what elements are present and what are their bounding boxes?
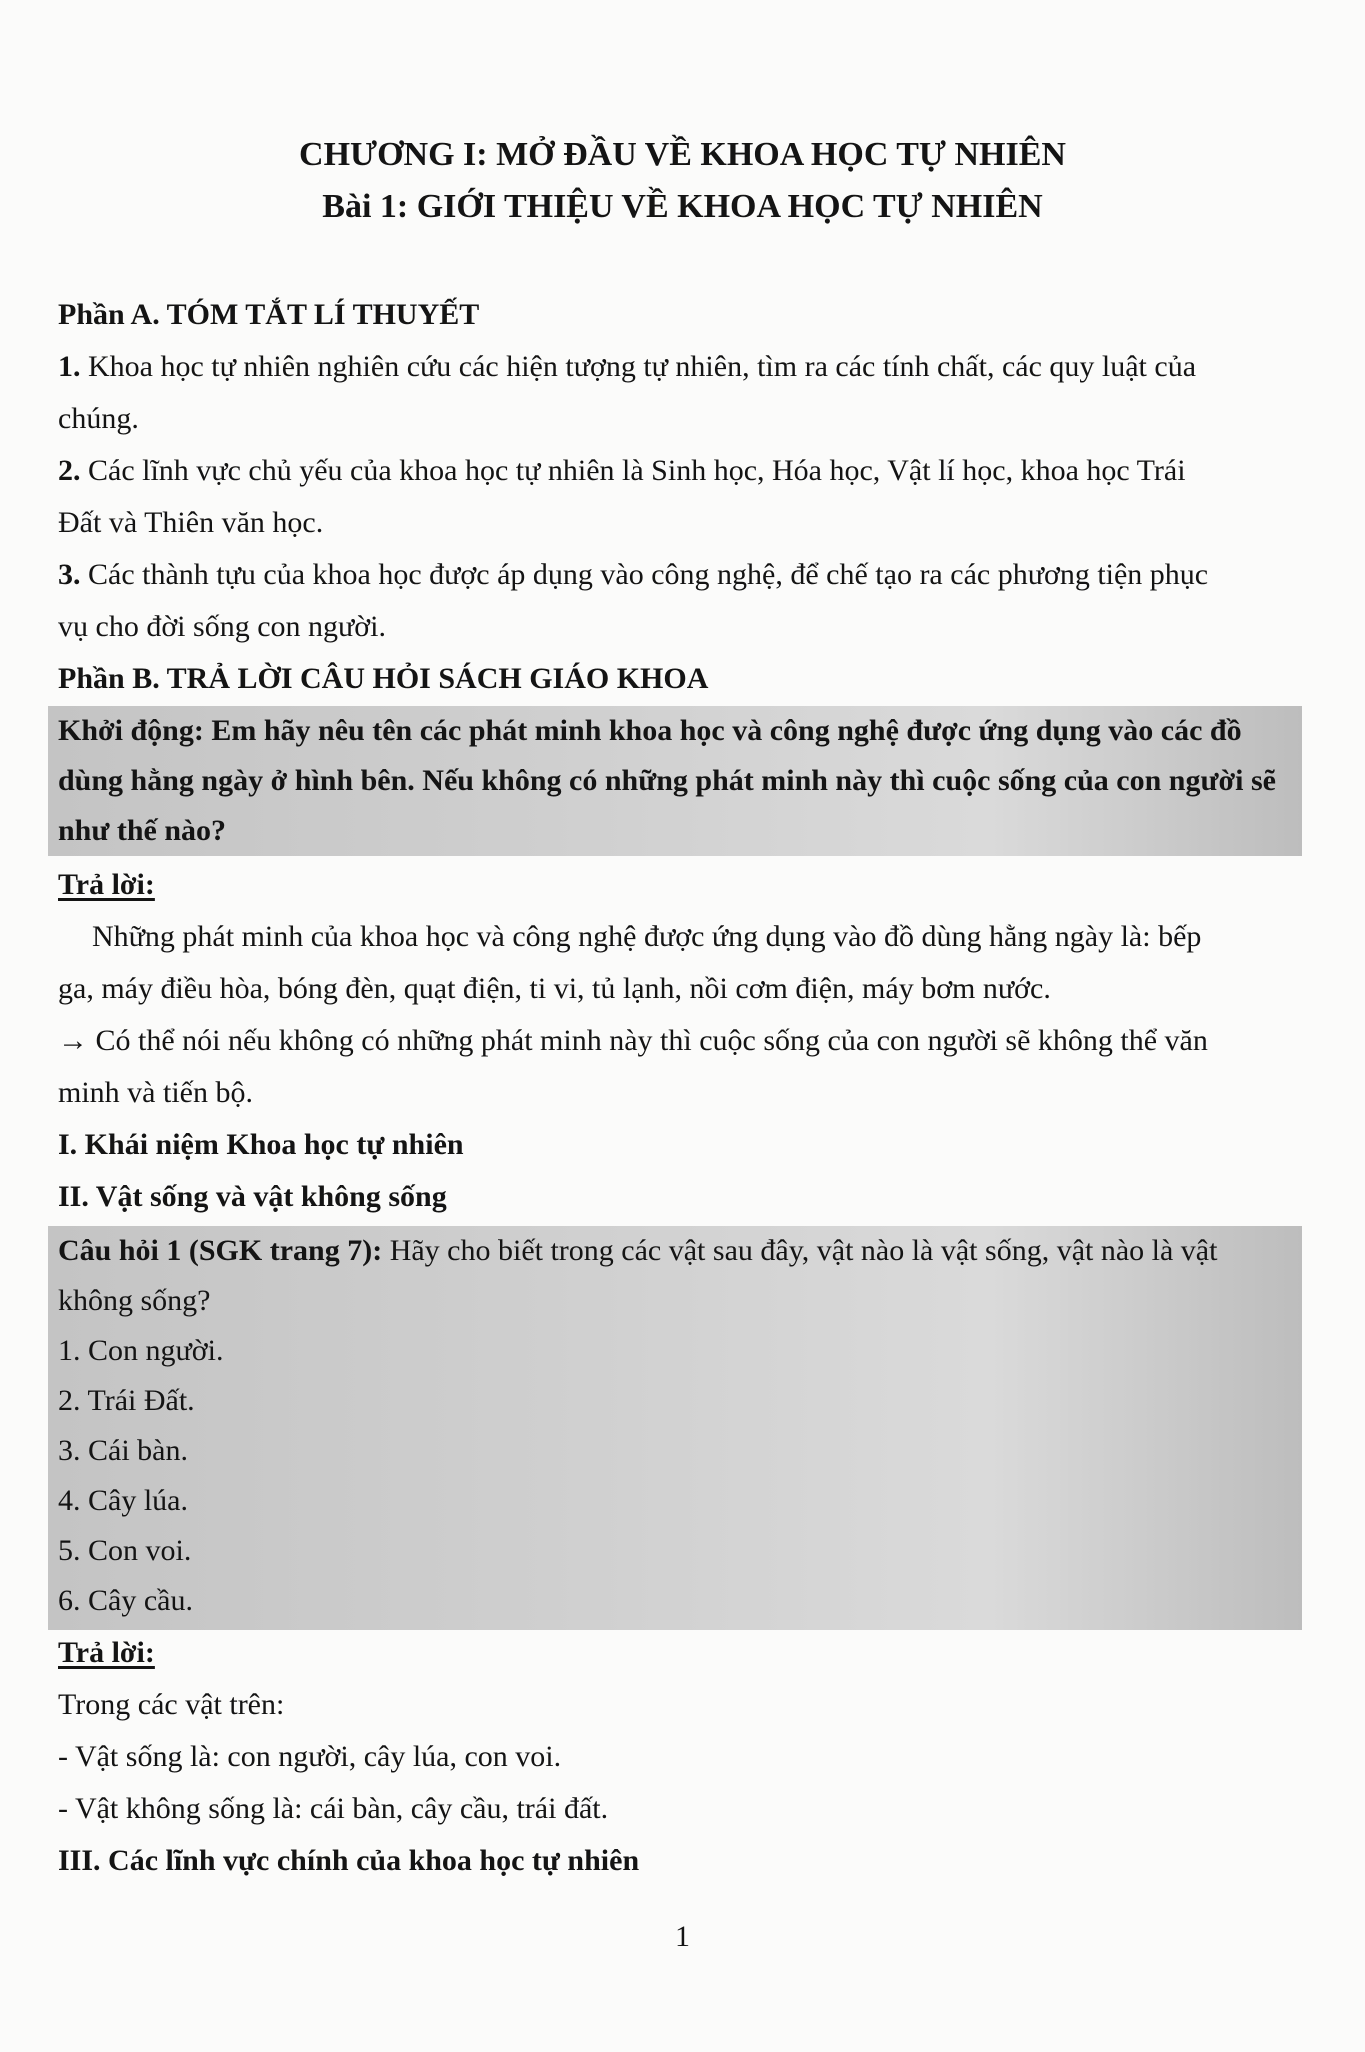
part-b-title: Phần B. TRẢ LỜI CÂU HỎI SÁCH GIÁO KHOA [58,662,709,695]
warmup-text-line-3: như thế nào? [58,814,227,847]
item-number: 2. [58,454,81,487]
theory-item-1 [58,352,1308,382]
option-6: 6. Cây cầu. [58,1584,193,1617]
section-1-title: I. Khái niệm Khoa học tự nhiên [58,1128,464,1161]
option-4: 4. Cây lúa. [58,1484,188,1517]
theory-item-2 [58,456,1308,486]
option-1: 1. Con người. [58,1334,224,1367]
question-1 [58,1236,1308,1266]
answer-2-line-1: Trong các vật trên: [58,1688,285,1721]
warmup-question [58,716,1308,746]
answer-1-line-2: ga, máy điều hòa, bóng đèn, quạt điện, ti vi, tủ lạnh, nồi cơm điện, máy bơm nước. [58,972,1051,1005]
item-number: 3. [58,558,81,591]
warmup-label: Khởi động: [58,714,204,747]
item-text: Các thành tựu của khoa học được áp dụng vào công nghệ, để chế tạo ra các phương tiện phục [88,558,1209,591]
question-1-text: Hãy cho biết trong các vật sau đây, vật nào là vật sống, vật nào là vật [389,1234,1218,1267]
section-2-title: II. Vật sống và vật không sống [58,1180,447,1213]
chapter-title: CHƯƠNG I: MỞ ĐẦU VỀ KHOA HỌC TỰ NHIÊN [299,136,1066,173]
answer-1-line-1: Những phát minh của khoa học và công nghệ được ứng dụng vào đồ dùng hằng ngày là: bếp [92,920,1202,953]
item-text: Khoa học tự nhiên nghiên cứu các hiện tượng tự nhiên, tìm ra các tính chất, các quy luật của [88,350,1197,383]
part-a-title: Phần A. TÓM TẮT LÍ THUYẾT [58,298,480,331]
theory-item-3-cont: vụ cho đời sống con người. [58,610,386,643]
answer-2-label: Trả lời: [58,1636,155,1669]
warmup-text: Em hãy nêu tên các phát minh khoa học và công nghệ được ứng dụng vào các đồ [211,714,1242,747]
lesson-title: Bài 1: GIỚI THIỆU VỀ KHOA HỌC TỰ NHIÊN [322,188,1043,225]
option-5: 5. Con voi. [58,1534,192,1567]
answer-2-line-3: - Vật không sống là: cái bàn, cây cầu, trái đất. [58,1792,609,1825]
answer-1-line-3: → Có thể nói nếu không có những phát minh này thì cuộc sống của con người sẽ không thể văn [58,1024,1208,1057]
page-number: 1 [675,1920,690,1953]
section-3-title: III. Các lĩnh vực chính của khoa học tự nhiên [58,1844,640,1877]
warmup-text-line-2: dùng hằng ngày ở hình bên. Nếu không có những phát minh này thì cuộc sống của con người sẽ [58,764,1276,797]
question-1-label: Câu hỏi 1 (SGK trang 7): [58,1234,383,1267]
theory-item-2-cont: Đất và Thiên văn học. [58,506,324,539]
option-2: 2. Trái Đất. [58,1384,195,1417]
question-1-text-line-2: không sống? [58,1284,211,1317]
item-number: 1. [58,350,81,383]
theory-item-3 [58,560,1308,590]
answer-2-line-2: - Vật sống là: con người, cây lúa, con voi. [58,1740,562,1773]
answer-1-label: Trả lời: [58,868,155,901]
option-3: 3. Cái bàn. [58,1434,188,1467]
item-text: Các lĩnh vực chủ yếu của khoa học tự nhiên là Sinh học, Hóa học, Vật lí học, khoa học Trái [88,454,1186,487]
answer-1-line-4: minh và tiến bộ. [58,1076,253,1109]
theory-item-1-cont: chúng. [58,402,139,435]
